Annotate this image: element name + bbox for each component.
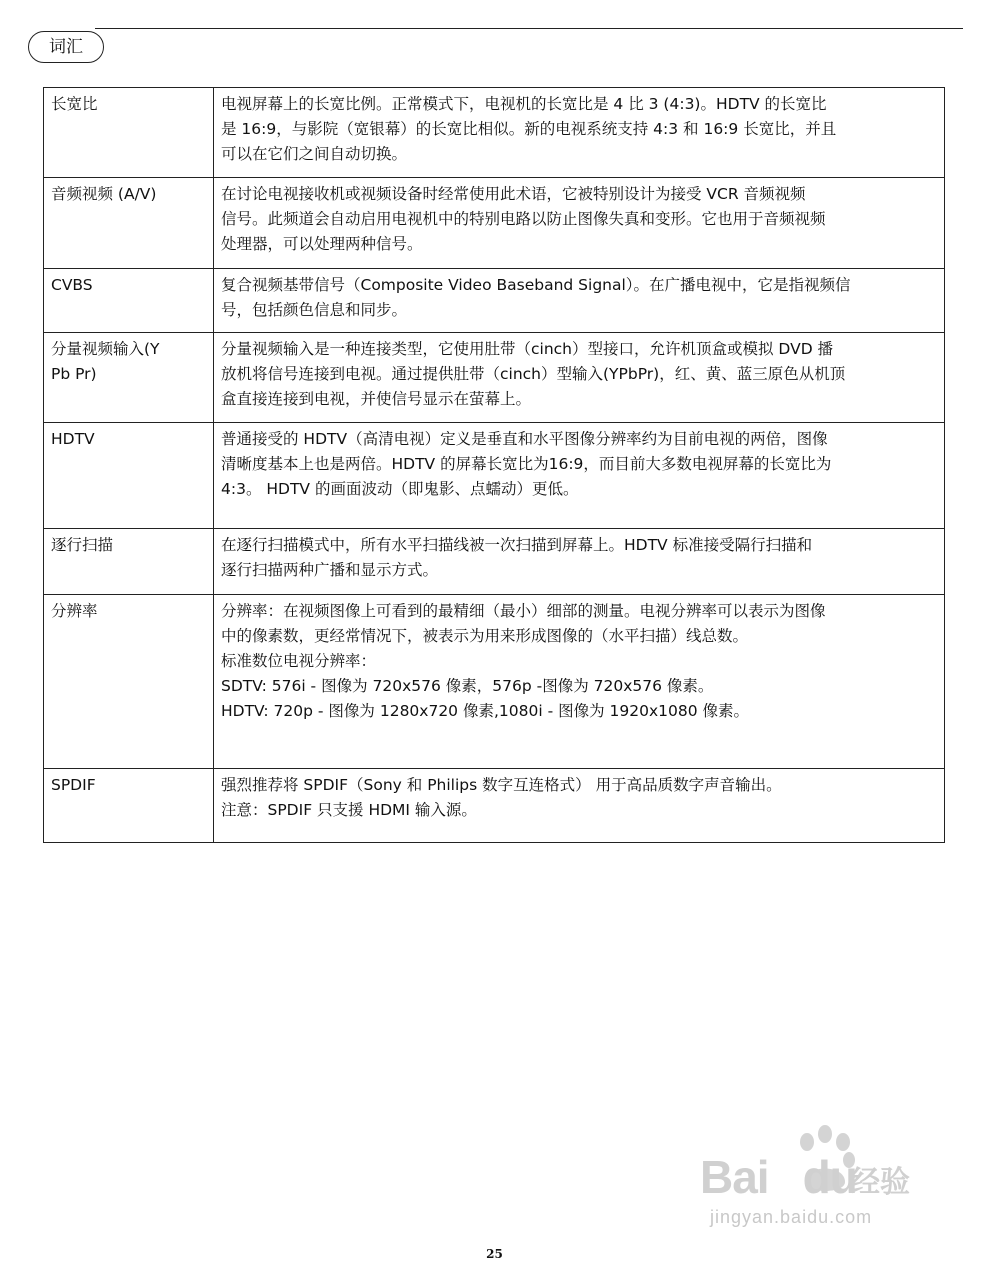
term-cell: SPDIF <box>44 769 214 843</box>
glossary-table <box>43 87 945 843</box>
baidu-jingyan-watermark <box>690 1095 960 1245</box>
table-row <box>44 423 945 529</box>
definition-cell: 分辨率：在视频图像上可看到的最精细（最小）细部的测量。电视分辨率可以表示为图像 中的像素数，更经常情况下，被表示为用来形成图像的（水平扫描）线总数。 标准数位电视分辨率： SDTV: 576i - 图像为 720x576 像素，576p -图像为 720x576 像素。 HDTV: 720p - 图像为 1280x720 像素,1080i - 图像为 1920x1080 像素。 <box>214 595 945 769</box>
table-row <box>44 269 945 333</box>
definition-cell: 分量视频输入是一种连接类型，它使用肚带（cinch）型接口，允许机顶盒或模拟 DVD 播 放机将信号连接到电视。通过提供肚带（cinch）型输入(YPbPr)，红、黄、蓝三原色从机顶 盒直接连接到电视，并使信号显示在萤幕上。 <box>214 333 945 423</box>
page-number: 25 <box>486 1247 503 1261</box>
table-row <box>44 769 945 843</box>
definition-cell: 在逐行扫描模式中，所有水平扫描线被一次扫描到屏幕上。HDTV 标准接受隔行扫描和 逐行扫描两种广播和显示方式。 <box>214 529 945 595</box>
watermark-brand: 经验 <box>850 1165 910 1200</box>
definition-cell: 在讨论电视接收机或视频设备时经常使用此术语，它被特别设计为接受 VCR 音频视频 信号。此频道会自动启用电视机中的特别电路以防止图像失真和变形。它也用于音频视频 处理器，可以处理两种信号。 <box>214 178 945 269</box>
section-title: 词汇 <box>28 31 104 63</box>
watermark-url: jingyan.baidu.com <box>710 1207 873 1227</box>
definition-cell: 复合视频基带信号（Composite Video Baseband Signal）。在广播电视中，它是指视频信 号，包括颜色信息和同步。 <box>214 269 945 333</box>
table-row <box>44 529 945 595</box>
term-cell: 逐行扫描 <box>44 529 214 595</box>
table-row <box>44 178 945 269</box>
definition-cell: 强烈推荐将 SPDIF（Sony 和 Philips 数字互连格式） 用于高品质数字声音输出。 注意：SPDIF 只支援 HDMI 输入源。 <box>214 769 945 843</box>
definition-cell: 普通接受的 HDTV（高清电视）定义是垂直和水平图像分辨率约为目前电视的两倍，图像 清晰度基本上也是两倍。HDTV 的屏幕长宽比为16:9，而目前大多数电视屏幕的长宽比为 4:3。 HDTV 的画面波动（即鬼影、点蠕动）更低。 <box>214 423 945 529</box>
term-cell: CVBS <box>44 269 214 333</box>
term-cell: 音频视频 (A/V) <box>44 178 214 269</box>
table-row <box>44 88 945 178</box>
table-row <box>44 595 945 769</box>
watermark-logo: Bai du <box>700 1151 857 1203</box>
term-cell: HDTV <box>44 423 214 529</box>
definition-cell: 电视屏幕上的长宽比例。正常模式下，电视机的长宽比是 4 比 3 (4:3)。HDTV 的长宽比 是 16:9，与影院（宽银幕）的长宽比相似。新的电视系统支持 4:3 和 16:9 长宽比，并且 可以在它们之间自动切换。 <box>214 88 945 178</box>
term-cell: 分辨率 <box>44 595 214 769</box>
table-row <box>44 333 945 423</box>
top-rule <box>95 28 963 29</box>
term-cell: 分量视频输入(Y Pb Pr) <box>44 333 214 423</box>
term-cell: 长宽比 <box>44 88 214 178</box>
